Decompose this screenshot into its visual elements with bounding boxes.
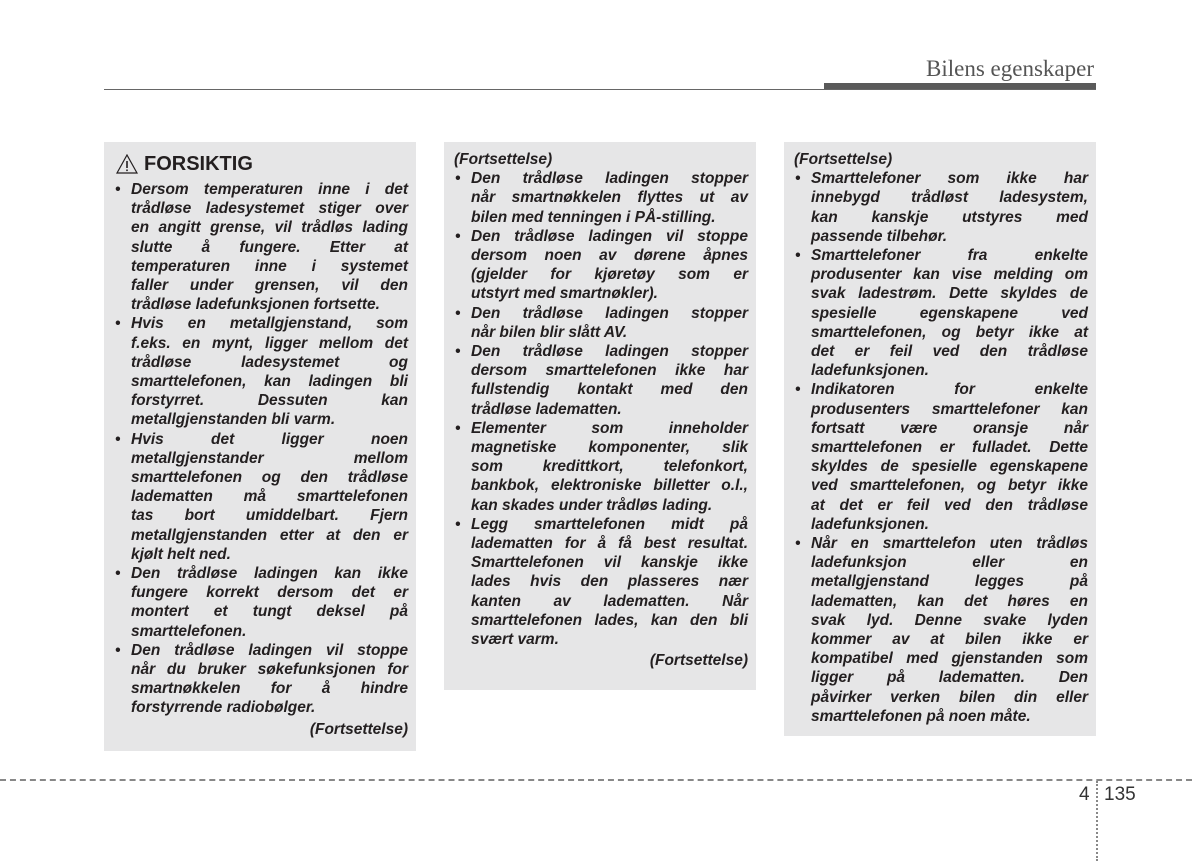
- bullet-icon: •: [115, 315, 121, 333]
- bullet-icon: •: [455, 170, 461, 188]
- bullet-icon: •: [115, 430, 121, 448]
- continued-label: (Fortsettelse): [649, 652, 748, 670]
- caution-heading: [104, 150, 408, 178]
- list-item: [104, 641, 408, 718]
- text-line: kanten av ladematten. Når: [471, 592, 748, 610]
- bullet-list: [784, 169, 1088, 726]
- text-line: Hvis en metallgjenstand, som: [131, 315, 408, 333]
- footer-dotted-divider: [1096, 781, 1098, 861]
- text-line: Den trådløse ladingen vil stoppe: [471, 227, 748, 245]
- list-item: [444, 419, 748, 515]
- list-item: [784, 534, 1088, 726]
- bullet-icon: •: [115, 565, 121, 583]
- list-item: [784, 169, 1088, 246]
- bullet-icon: •: [795, 247, 801, 265]
- footer-dashed-rule: [0, 779, 1192, 781]
- bullet-icon: •: [455, 419, 461, 437]
- text-line: en angitt grense, vil trådløs lading: [131, 219, 408, 237]
- text-line: kan kanskje utstyres med: [811, 208, 1088, 226]
- list-item: [104, 430, 408, 564]
- text-line: passende tilbehør.: [811, 227, 948, 245]
- text-line: dersom noen av dørene åpnes: [471, 247, 748, 265]
- header-rule: [104, 89, 1096, 90]
- text-line: temperaturen inne i systemet: [131, 257, 408, 275]
- text-line: svært varm.: [471, 631, 559, 649]
- text-line: Hvis det ligger noen: [131, 430, 408, 448]
- text-line: kompatibel med gjenstanden som: [811, 650, 1088, 668]
- text-line: montert et tungt deksel på: [131, 603, 408, 621]
- text-line: svak lyd. Denne svake lyden: [811, 611, 1088, 629]
- bullet-list: [104, 180, 408, 718]
- continued-box: [784, 142, 1096, 736]
- text-line: ladematten for å få best resultat.: [471, 535, 748, 553]
- text-line: trådløse ladematten.: [471, 400, 622, 418]
- text-line: at det er feil ved den trådløse: [811, 496, 1088, 514]
- text-line: ladefunksjonen.: [811, 362, 929, 380]
- list-item: [444, 342, 748, 419]
- text-line: smartnøkkelen for å hindre: [131, 680, 408, 698]
- text-line: metallgjenstand legges på: [811, 573, 1088, 591]
- text-line: Smarttelefoner som ikke har: [811, 170, 1088, 188]
- text-line: fortsatt være oransje når: [811, 419, 1088, 437]
- text-line: kjølt helt ned.: [131, 545, 231, 563]
- list-item: [104, 564, 408, 641]
- chapter-number: 4: [1079, 784, 1090, 805]
- bullet-list: [444, 169, 748, 649]
- text-line: slutte å fungere. Etter at: [131, 238, 408, 256]
- continued-box: [444, 142, 756, 690]
- continued-caption: (Fortsettelse): [794, 151, 893, 168]
- text-line: (gjelder for kjøretøy som er: [471, 266, 748, 284]
- text-line: påvirker verken bilen din eller: [811, 688, 1088, 706]
- text-line: ved smarttelefonen, og betyr ikke: [811, 477, 1088, 495]
- text-line: Indikatoren for enkelte: [811, 381, 1088, 399]
- warning-triangle-icon: [116, 154, 138, 174]
- text-line: svak ladestrøm. Dette skyldes de: [811, 285, 1088, 303]
- text-line: Smarttelefonen vil kanskje ikke: [471, 554, 748, 572]
- text-line: fungere korrekt dersom det er: [131, 584, 408, 602]
- text-line: ladematten må smarttelefonen: [131, 488, 408, 506]
- continued-caption: (Fortsettelse): [454, 151, 553, 168]
- text-line: metallgjenstanden bli varm.: [131, 411, 336, 429]
- text-line: Når en smarttelefon uten trådløs: [811, 535, 1088, 553]
- list-item: [784, 380, 1088, 534]
- text-line: bankbok, elektroniske billetter o.l.,: [471, 477, 748, 495]
- caution-label: FORSIKTIG: [144, 152, 253, 175]
- bullet-icon: •: [795, 170, 801, 188]
- text-line: bilen med tenningen i PÅ-stilling.: [471, 208, 716, 226]
- page-number: 135: [1104, 784, 1136, 805]
- text-line: når smartnøkkelen flyttes ut av: [471, 189, 748, 207]
- text-line: skyldes de spesielle egenskapene: [811, 458, 1088, 476]
- text-line: når bilen blir slått AV.: [471, 323, 628, 341]
- text-line: spesielle egenskapene ved: [811, 304, 1088, 322]
- text-line: smarttelefonen og den trådløse: [131, 469, 408, 487]
- text-line: smarttelefonen på noen måte.: [811, 707, 1031, 725]
- text-line: smarttelefonen, og betyr ikke at: [811, 323, 1088, 341]
- text-line: smarttelefonen lades, kan den bli: [471, 611, 748, 629]
- text-line: forstyrret. Dessuten kan: [131, 392, 408, 410]
- text-line: f.eks. en mynt, ligger mellom det: [131, 334, 408, 352]
- text-line: ladefunksjon eller en: [811, 554, 1088, 572]
- list-item: [444, 227, 748, 304]
- text-line: dersom smarttelefonen ikke har: [471, 362, 748, 380]
- text-line: Den trådløse ladingen vil stoppe: [131, 641, 408, 659]
- text-line: kommer av at bilen ikke er: [811, 631, 1088, 649]
- text-line: produsenters smarttelefoner kan: [811, 400, 1088, 418]
- text-line: Smarttelefoner fra enkelte: [811, 247, 1088, 265]
- text-line: lades hvis den plasseres nær: [471, 573, 748, 591]
- text-line: trådløse ladefunksjonen fortsette.: [131, 296, 380, 314]
- text-line: Den trådløse ladingen stopper: [471, 170, 748, 188]
- text-line: magnetiske komponenter, slik: [471, 439, 748, 457]
- list-item: [444, 304, 748, 342]
- bullet-icon: •: [795, 535, 801, 553]
- text-line: smarttelefonen.: [131, 622, 247, 640]
- bullet-icon: •: [455, 343, 461, 361]
- bullet-icon: •: [455, 304, 461, 322]
- section-title: Bilens egenskaper: [926, 56, 1094, 81]
- list-item: [784, 246, 1088, 380]
- list-item: [104, 314, 408, 429]
- text-line: fullstendig kontakt med den: [471, 381, 748, 399]
- caution-box: [104, 142, 416, 751]
- text-line: metallgjenstanden etter at den er: [131, 526, 408, 544]
- text-line: forstyrrende radiobølger.: [131, 699, 316, 717]
- text-line: produsenter kan vise melding om: [811, 266, 1088, 284]
- text-line: trådløse ladesystemet stiger over: [131, 200, 408, 218]
- text-line: Den trådløse ladingen kan ikke: [131, 565, 408, 583]
- text-line: Dersom temperaturen inne i det: [131, 181, 408, 198]
- text-line: smarttelefonen er fulladet. Dette: [811, 439, 1088, 457]
- text-line: trådløse ladesystemet og: [131, 353, 408, 371]
- bullet-icon: •: [455, 227, 461, 245]
- bullet-icon: •: [115, 181, 121, 198]
- text-line: det er feil ved den trådløse: [811, 343, 1088, 361]
- text-line: Den trådløse ladingen stopper: [471, 304, 748, 322]
- text-line: ladefunksjonen.: [811, 515, 929, 533]
- text-line: Elementer som inneholder: [471, 419, 748, 437]
- text-line: tas bort umiddelbart. Fjern: [131, 507, 408, 525]
- text-line: innebygd trådløst ladesystem,: [811, 189, 1088, 207]
- list-item: [104, 180, 408, 314]
- text-line: Den trådløse ladingen stopper: [471, 343, 748, 361]
- bullet-icon: •: [455, 515, 461, 533]
- text-line: metallgjenstander mellom: [131, 449, 408, 467]
- bullet-icon: •: [795, 381, 801, 399]
- text-line: kan skades under trådløs lading.: [471, 496, 713, 514]
- continued-label: (Fortsettelse): [309, 720, 408, 738]
- text-line: ligger på ladematten. Den: [811, 669, 1088, 687]
- text-line: utstyrt med smartnøkler).: [471, 285, 658, 303]
- text-line: som kredittkort, telefonkort,: [471, 458, 748, 476]
- text-line: smarttelefonen, kan ladingen bli: [131, 373, 408, 391]
- list-item: [444, 515, 748, 649]
- list-item: [444, 169, 748, 227]
- text-line: når du bruker søkefunksjonen for: [131, 661, 408, 679]
- text-line: faller under grensen, vil den: [131, 277, 408, 295]
- bullet-icon: •: [115, 641, 121, 659]
- text-line: Legg smarttelefonen midt på: [471, 515, 748, 533]
- text-line: ladematten, kan det høres en: [811, 592, 1088, 610]
